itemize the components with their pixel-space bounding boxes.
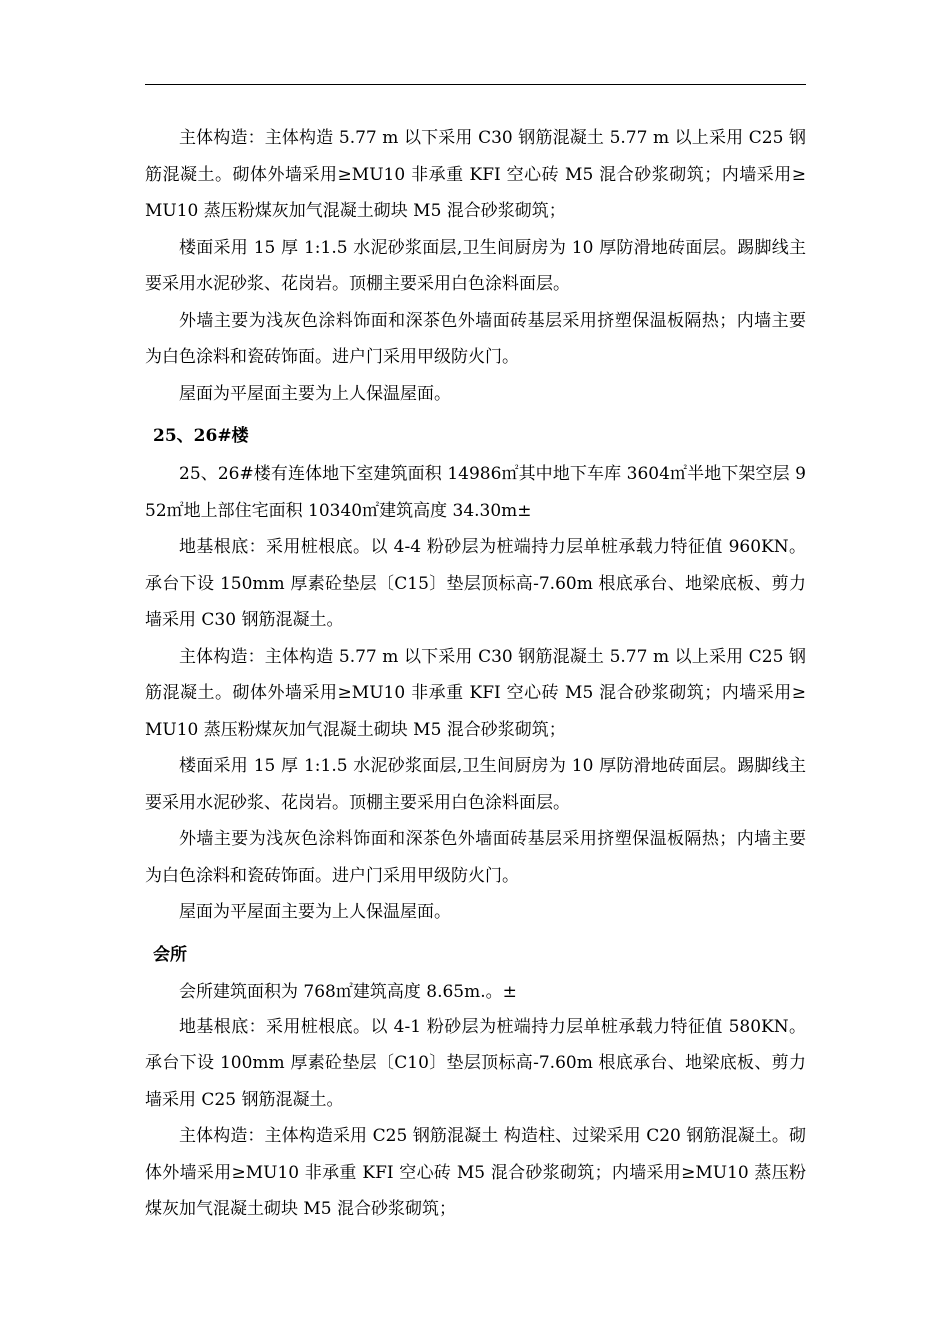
paragraph-roof: 屋面为平屋面主要为上人保温屋面。 [179, 383, 451, 404]
paragraph-floor-finish: 楼面采用 15 厚 1:1.5 水泥砂浆面层,卫生间厨房为 10 厚防滑地砖面层。踢脚线主要采用水泥砂浆、花岗岩。顶棚主要采用白色涂料面层。 [145, 756, 806, 813]
paragraph-wall-finish: 外墙主要为浅灰色涂料饰面和深茶色外墙面砖基层采用挤塑保温板隔热；内墙主要为白色涂料和瓷砖饰面。进户门采用甲级防火门。 [145, 829, 806, 886]
section-heading-building-25-26: 25、26#楼 [153, 426, 249, 446]
paragraph-wall-finish: 外墙主要为浅灰色涂料饰面和深茶色外墙面砖基层采用挤塑保温板隔热；内墙主要为白色涂料和瓷砖饰面。进户门采用甲级防火门。 [145, 310, 806, 367]
paragraph-clubhouse-area: 会所建筑面积为 768㎡建筑高度 8.65m.。± [179, 981, 517, 1002]
paragraph-main-structure: 主体构造：主体构造 5.77 m 以下采用 C30 钢筋混凝土 5.77 m 以上采用 C25 钢筋混凝土。砌体外墙采用≥MU10 非承重 KFI 空心砖 M5 混合砂浆砌筑；内墙采用≥MU10 蒸压粉煤灰加气混凝土砌块 M5 混合砂浆砌筑； [145, 128, 806, 221]
paragraph-foundation: 地基根底：采用桩根底。以 4-4 粉砂层为桩端持力层单桩承载力特征值 960KN。承台下设 150mm 厚素砼垫层〔C15〕垫层顶标高-7.60m 根底承台、地梁底板、剪力墙采用 C30 钢筋混凝土。 [145, 537, 806, 630]
section-heading-clubhouse: 会所 [153, 944, 187, 965]
paragraph-main-structure: 主体构造：主体构造 5.77 m 以下采用 C30 钢筋混凝土 5.77 m 以上采用 C25 钢筋混凝土。砌体外墙采用≥MU10 非承重 KFI 空心砖 M5 混合砂浆砌筑；内墙采用≥MU10 蒸压粉煤灰加气混凝土砌块 M5 混合砂浆砌筑； [145, 646, 806, 740]
paragraph-roof: 屋面为平屋面主要为上人保温屋面。 [179, 902, 451, 922]
paragraph-floor-finish: 楼面采用 15 厚 1:1.5 水泥砂浆面层,卫生间厨房为 10 厚防滑地砖面层。踢脚线主要采用水泥砂浆、花岗岩。顶棚主要采用白色涂料面层。 [145, 237, 806, 294]
paragraph-main-structure: 主体构造：主体构造采用 C25 钢筋混凝土 构造柱、过梁采用 C20 钢筋混凝土。砌体外墙采用≥MU10 非承重 KFI 空心砖 M5 混合砂浆砌筑；内墙采用≥MU10 蒸压粉煤灰加气混凝土砌块 M5 混合砂浆砌筑； [145, 1126, 806, 1219]
header-rule [145, 84, 806, 85]
paragraph-foundation: 地基根底：采用桩根底。以 4-1 粉砂层为桩端持力层单桩承载力特征值 580KN。承台下设 100mm 厚素砼垫层〔C10〕垫层顶标高-7.60m 根底承台、地梁底板、剪力墙采用 C25 钢筋混凝土。 [145, 1016, 806, 1110]
paragraph-building-area: 25、26#楼有连体地下室建筑面积 14986㎡其中地下车库 3604㎡半地下架空层 952㎡地上部住宅面积 10340㎡建筑高度 34.30m± [145, 464, 806, 521]
document-body [145, 120, 806, 1228]
